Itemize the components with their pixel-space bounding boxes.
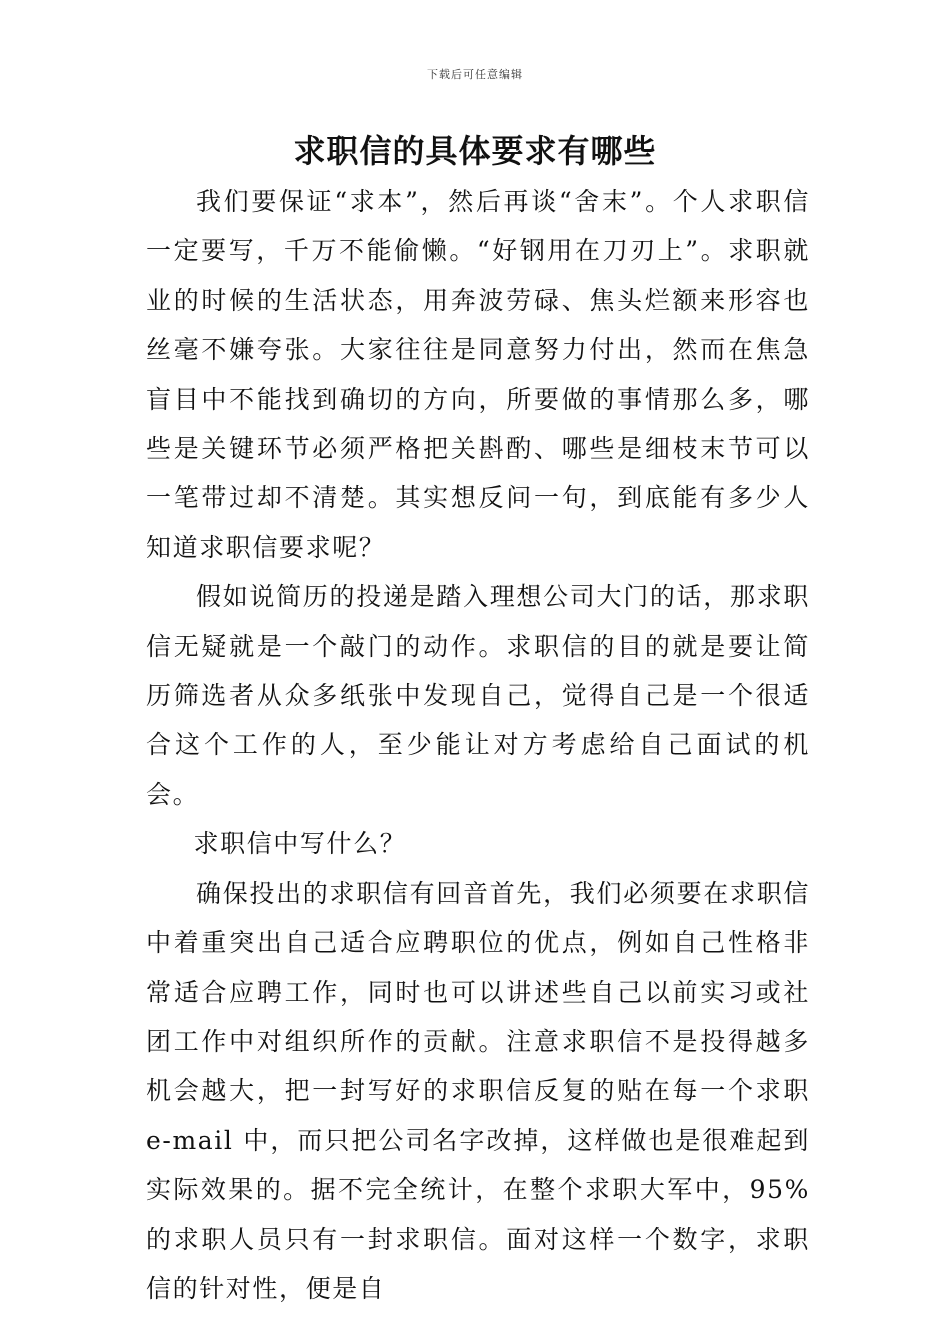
paragraph-purpose: 假如说简历的投递是踏入理想公司大门的话，那求职信无疑就是一个敲门的动作。求职信的目的就是要让简历筛选者从众多纸张中发现自己，觉得自己是一个很适合这个工作的人，至少能让对方考虑给自己面试的机会。 — [146, 582, 810, 809]
paragraph-question: 求职信中写什么？ — [193, 829, 407, 859]
document-title: 求职信的具体要求有哪些 — [293, 132, 657, 170]
header-note: 下载后可任意编辑 — [427, 68, 523, 81]
paragraph-content: 确保投出的求职信有回音首先，我们必须要在求职信中着重突出自己适合应聘职位的优点，例如自己性格非常适合应聘工作，同时也可以讲述些自己以前实习或社团工作中对组织所作的贡献。注意求职信不是投得越多机会越大，把一封写好的求职信反复的贴在每一个求职 e-mail 中，而只把公司名字改掉，这样做也是很难起到实际效果的。据不完全统计，在整个求职大军中，95%的求职人员只有一封求职信。面对这样一个数字，求职信的针对性，便是自 — [146, 878, 810, 1303]
document-body — [146, 177, 810, 1313]
paragraph-intro: 我们要保证“求本”，然后再谈“舍末”。个人求职信一定要写，千万不能偷懒。“好钢用在刀刃上”。求职就业的时候的生活状态，用奔波劳碌、焦头烂额来形容也丝毫不嫌夸张。大家往往是同意努力付出，然而在焦急盲目中不能找到确切的方向，所要做的事情那么多，哪些是关键环节必须严格把关斟酌、哪些是细枝末节可以一笔带过却不清楚。其实想反问一句，到底能有多少人知道求职信要求呢？ — [146, 187, 810, 562]
